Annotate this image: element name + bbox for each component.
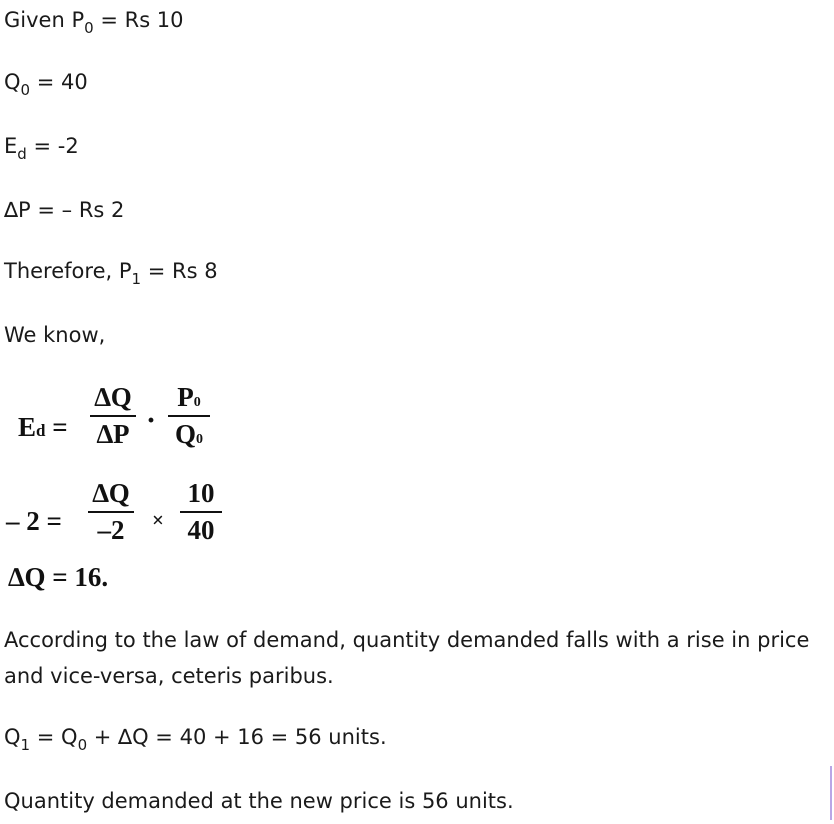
substitution-fraction-2: 10 40 <box>180 478 222 546</box>
given-quantity-line <box>4 69 88 97</box>
final-quantity-line: $Q_1 = Q_0 + \Delta Q = 40 + 16 = 56$ units. <box>4 725 387 754</box>
substitution-fraction-1: ∆Q –2 <box>88 478 134 546</box>
given-quantity-subscript: 0 <box>20 81 31 99</box>
result-line: ∆Q = 16. <box>8 562 109 592</box>
given-quantity-value: = 40 <box>30 70 88 94</box>
new-price-label: Therefore, P <box>4 259 132 283</box>
given-elasticity-label: E <box>4 134 18 158</box>
formula-fraction-2: P0 Q0 <box>168 382 210 450</box>
formula-dot: · <box>146 404 157 437</box>
we-know-line: We know, <box>4 323 106 347</box>
formula-lhs: Ed = <box>18 412 68 442</box>
new-price-line <box>4 258 218 286</box>
given-elasticity-value: = -2 <box>26 134 79 158</box>
law-of-demand-explanation: According to the law of demand, quantity demanded falls with a rise in price and vice-versa, ceteris paribus. <box>4 628 810 688</box>
substitution-lhs: – 2 = <box>6 506 62 536</box>
new-price-value: = Rs 8 <box>141 259 218 283</box>
conclusion-line: Quantity demanded at the new price is 56 units. <box>4 789 514 813</box>
formula-fraction-1: ∆Q ∆P <box>90 382 136 450</box>
given-price-line <box>4 7 184 35</box>
price-change-line: ∆P = – Rs 2 <box>4 198 125 222</box>
given-elasticity-line <box>4 133 79 161</box>
given-price-label: Given P <box>4 8 85 32</box>
given-quantity-label: Q <box>4 70 21 94</box>
substitution-times: × <box>152 508 164 532</box>
given-price-value: = Rs 10 <box>93 8 184 32</box>
text-cursor <box>830 766 832 820</box>
given-price-subscript: 0 <box>84 19 94 37</box>
new-price-subscript: 1 <box>131 270 142 288</box>
given-elasticity-subscript: d <box>17 145 27 163</box>
